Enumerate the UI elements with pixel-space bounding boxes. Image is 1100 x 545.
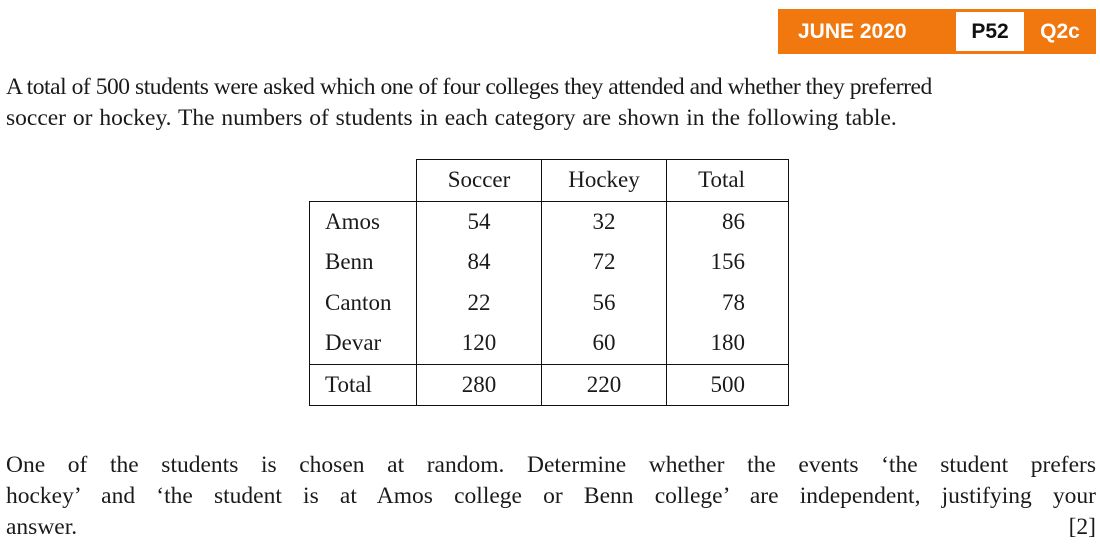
cell-soccer: 54	[417, 201, 542, 242]
table-row-devar	[310, 323, 789, 364]
question-badge	[778, 9, 1096, 54]
header-hockey: Hockey	[542, 160, 667, 202]
row-label: Amos	[310, 201, 417, 242]
intro-paragraph	[6, 72, 1096, 134]
table-row-benn	[310, 242, 789, 283]
table-header-row	[310, 160, 789, 202]
cell-total: 500	[667, 364, 789, 406]
question-line-1: One of the students is chosen at random. Determine whether the events ‘the student prefers	[6, 452, 1096, 478]
cell-hockey: 60	[542, 323, 667, 364]
row-label: Devar	[310, 323, 417, 364]
cell-hockey: 56	[542, 283, 667, 324]
row-label: Benn	[310, 242, 417, 283]
header-soccer: Soccer	[417, 160, 542, 202]
question-number-label: Q2c	[1040, 19, 1080, 43]
contingency-table	[309, 159, 789, 406]
cell-total: 156	[667, 242, 789, 283]
question-paragraph	[6, 450, 1096, 543]
cell-hockey: 32	[542, 201, 667, 242]
intro-line-1: A total of 500 students were asked which one of four colleges they attended and whether they preferred	[6, 74, 932, 100]
table-corner-cell	[310, 160, 417, 202]
intro-line-2: soccer or hockey. The numbers of students in each category are shown in the following table.	[6, 105, 897, 131]
cell-hockey: 220	[542, 364, 667, 406]
question-last-line	[6, 512, 1096, 543]
table-row-amos	[310, 201, 789, 242]
cell-total: 78	[667, 283, 789, 324]
row-label: Total	[310, 364, 417, 406]
table-row-total	[310, 364, 789, 406]
cell-soccer: 84	[417, 242, 542, 283]
cell-soccer: 120	[417, 323, 542, 364]
marks-label: [2]	[1068, 514, 1096, 540]
row-label: Canton	[310, 283, 417, 324]
paper-number-label: P52	[956, 12, 1024, 51]
header-total: Total	[667, 160, 789, 202]
cell-total: 86	[667, 201, 789, 242]
question-line-3: answer.	[6, 514, 78, 540]
cell-soccer: 280	[417, 364, 542, 406]
cell-hockey: 72	[542, 242, 667, 283]
cell-total: 180	[667, 323, 789, 364]
cell-soccer: 22	[417, 283, 542, 324]
question-line-2: hockey’ and ‘the student is at Amos college or Benn college’ are independent, justifying your	[6, 483, 1096, 509]
table-row-canton	[310, 283, 789, 324]
exam-date-label: JUNE 2020	[798, 19, 907, 43]
